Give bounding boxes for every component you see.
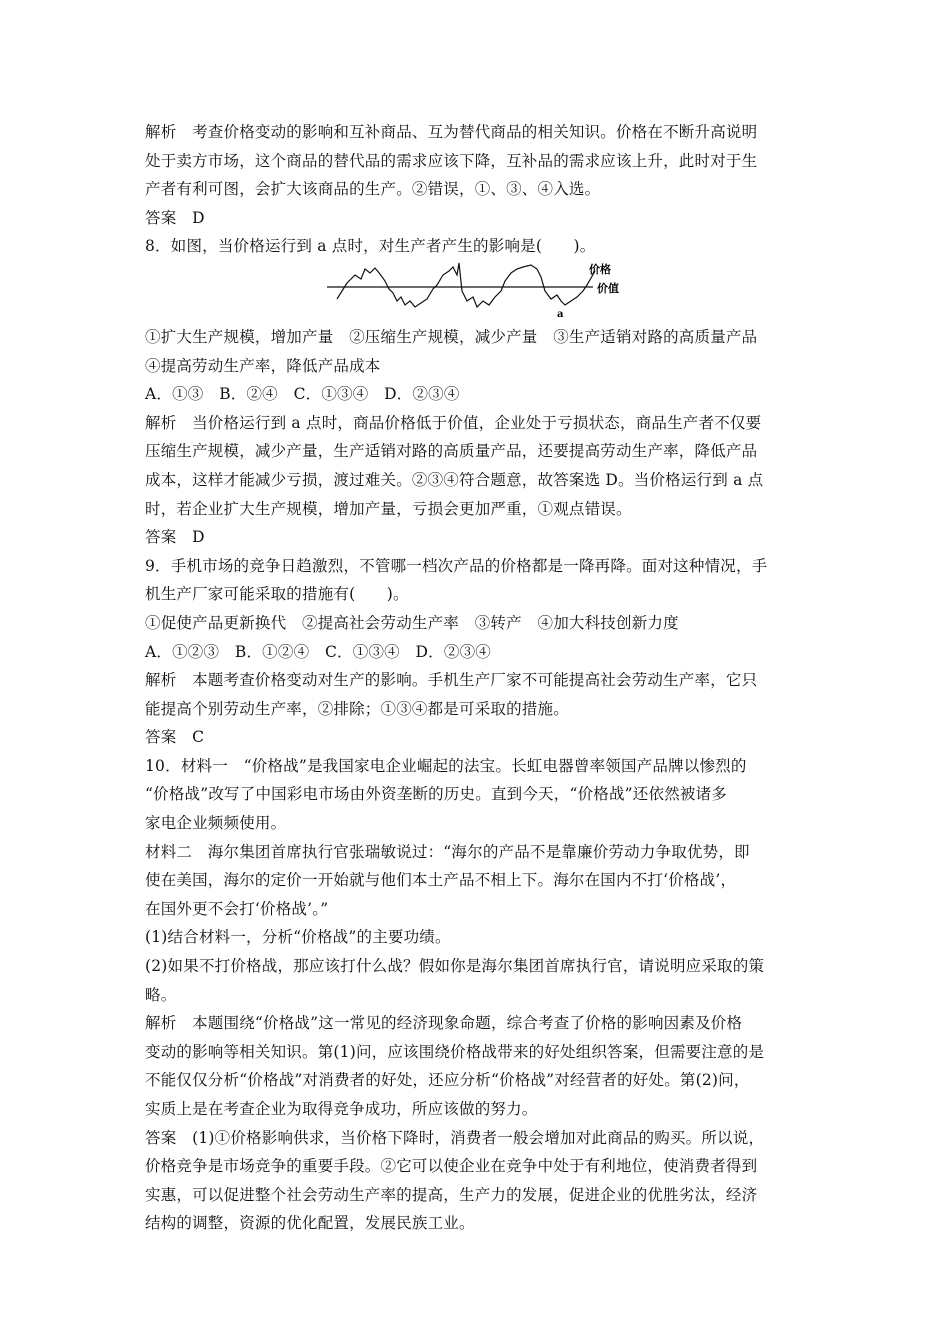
q8-analysis-line-1: 解析 当价格运行到 a 点时，商品价格低于价值，企业处于亏损状态，商品生产者不仅要 [145, 413, 762, 432]
q9-answer: 答案 C [145, 728, 205, 747]
q8-analysis-line-2: 压缩生产规模，减少产量，生产适销对路的高质量产品，还要提高劳动生产率，降低产品 [145, 442, 758, 461]
q10-answer-line-3: 实惠，可以促进整个社会劳动生产率的提高，生产力的发展，促进企业的优胜劣汰，经济 [145, 1185, 758, 1204]
q9-analysis-line-1: 解析 本题考查价格变动对生产的影响。手机生产厂家不可能提高社会劳动生产率，它只 [145, 671, 758, 690]
q8-choices: A．①③ B．②④ C．①③④ D．②③④ [145, 385, 460, 404]
q7-analysis-line-3: 产者有利可图，会扩大该商品的生产。②错误，①、③、④入选。 [145, 180, 601, 199]
price-label: 价格 [589, 262, 611, 276]
q9-stem-line-1: 9．手机市场的竞争日趋激烈，不管哪一档次产品的价格都是一降再降。面对这种情况，手 [145, 556, 768, 575]
q8-stem: 8．如图，当价格运行到 a 点时，对生产者产生的影响是( )。 [145, 237, 596, 256]
price-value-figure [145, 261, 813, 323]
q7-analysis-line-1: 解析 考查价格变动的影响和互补商品、互为替代商品的相关知识。价格在不断升高说明 [145, 123, 758, 141]
value-label: 价值 [597, 281, 619, 295]
q8-options-line-1: ①扩大生产规模，增加产量 ②压缩生产规模，减少产量 ③生产适销对路的高质量产品 [145, 327, 758, 346]
q8-options-line-2: ④提高劳动生产率，降低产品成本 [145, 356, 381, 375]
q10-material1-line-1: 10．材料一 “价格战”是我国家电企业崛起的法宝。长虹电器曾率领国产品牌以惨烈的 [145, 756, 747, 775]
q10-material2-line-1: 材料二 海尔集团首席执行官张瑞敏说过：“海尔的产品不是靠廉价劳动力争取优势，即 [145, 842, 750, 861]
q7-analysis-line-2: 处于卖方市场，这个商品的替代品的需求应该下降，互补品的需求应该上升，此时对于生 [145, 151, 758, 170]
price-value-diagram [325, 261, 645, 323]
point-a-label: a [557, 308, 564, 320]
q9-options: ①促使产品更新换代 ②提高社会劳动生产率 ③转产 ④加大科技创新力度 [145, 613, 679, 632]
q10-answer-line-2: 价格竞争是市场竞争的重要手段。②它可以使企业在竞争中处于有利地位，使消费者得到 [145, 1157, 758, 1176]
q8-analysis-line-3: 成本，这样才能减少亏损，渡过难关。②③④符合题意，故答案选 D。当价格运行到 a 点 [145, 470, 764, 489]
q10-analysis-line-3: 不能仅仅分析“价格战”对消费者的好处，还应分析“价格战”对经营者的好处。第(2)问， [145, 1071, 750, 1090]
q10-question-2-line-2: 略。 [145, 985, 177, 1004]
q10-analysis-line-2: 变动的影响等相关知识。第(1)问，应该围绕价格战带来的好处组织答案，但需要注意的是 [145, 1042, 765, 1061]
q10-question-2-line-1: (2)如果不打价格战，那应该打什么战？假如你是海尔集团首席执行官，请说明应采取的策 [145, 957, 765, 976]
q10-material2-line-3: 在国外更不会打‘价格战’。” [145, 899, 329, 918]
q10-analysis-line-1: 解析 本题围绕“价格战”这一常见的经济现象命题，综合考查了价格的影响因素及价格 [145, 1014, 743, 1033]
q10-material1-line-3: 家电企业频频使用。 [145, 814, 287, 833]
q9-stem-line-2: 机生产厂家可能采取的措施有( )。 [145, 585, 409, 604]
q7-answer: 答案 D [145, 208, 205, 227]
q8-answer: 答案 D [145, 528, 205, 547]
q10-material2-line-2: 使在美国，海尔的定价一开始就与他们本土产品不相上下。海尔在国内不打‘价格战’， [145, 871, 737, 890]
q9-choices: A．①②③ B．①②④ C．①③④ D．②③④ [145, 642, 491, 661]
q10-question-1: (1)结合材料一，分析“价格战”的主要功绩。 [145, 928, 451, 947]
q9-analysis-line-2: 能提高个别劳动生产率，②排除；①③④都是可采取的措施。 [145, 699, 569, 718]
q10-answer-line-1: 答案 (1)①价格影响供求，当价格下降时，消费者一般会增加对此商品的购买。所以说， [145, 1128, 765, 1147]
q10-analysis-line-4: 实质上是在考查企业为取得竞争成功，所应该做的努力。 [145, 1100, 538, 1118]
q8-analysis-line-4: 时，若企业扩大生产规模，增加产量，亏损会更加严重，①观点错误。 [145, 499, 632, 518]
q10-material1-line-2: “价格战”改写了中国彩电市场由外资垄断的历史。直到今天，“价格战”还依然被诸多 [145, 785, 727, 804]
price-curve [337, 263, 595, 307]
q10-answer-line-4: 结构的调整，资源的优化配置，发展民族工业。 [145, 1214, 475, 1233]
document-page [145, 118, 813, 1238]
